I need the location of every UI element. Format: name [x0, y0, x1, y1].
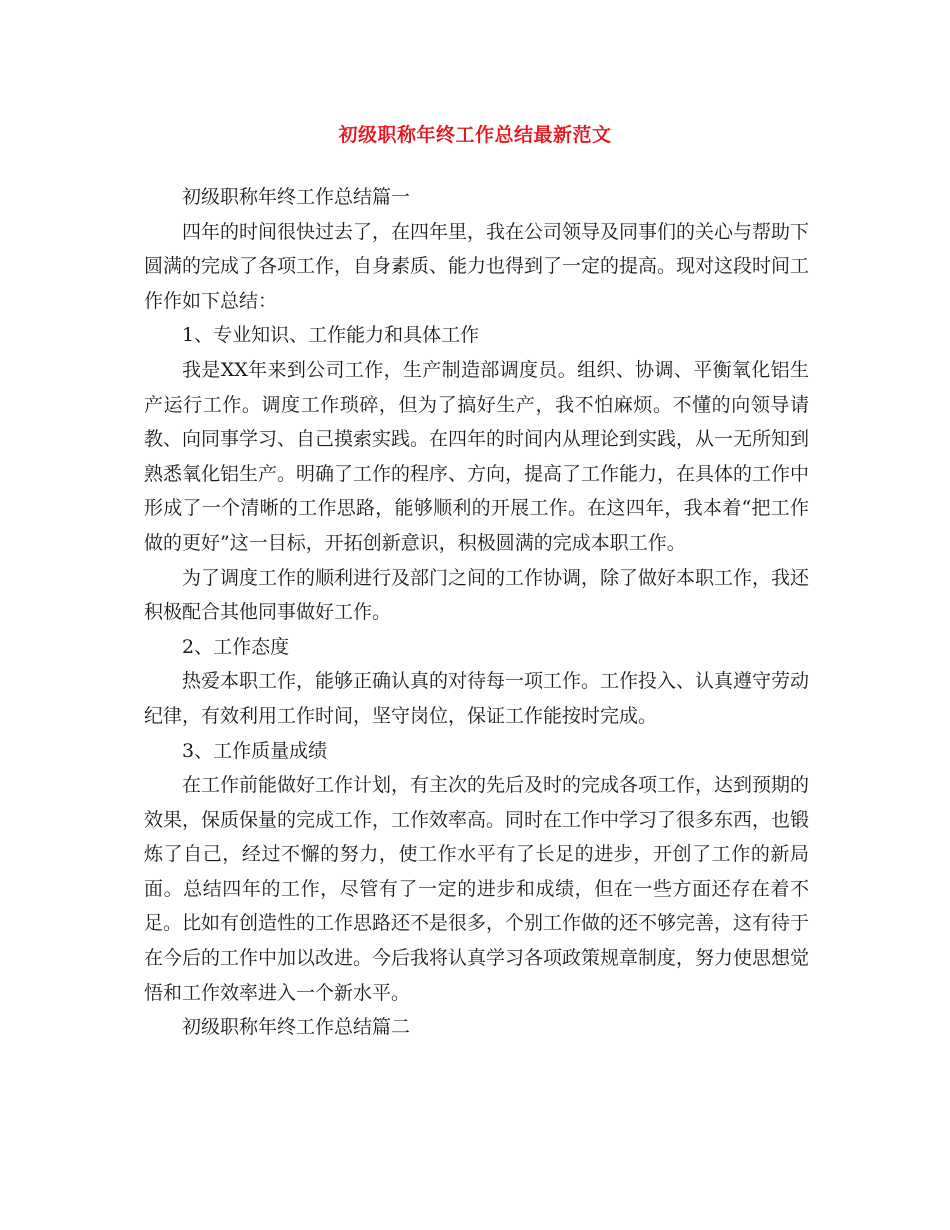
subheading-work-attitude: 2、工作态度	[182, 635, 290, 658]
paragraph-work-quality: 在工作前能做好工作计划，有主次的先后及时的完成各项工作，达到预期的效果，保质保量的完成工作，工作效率高。同时在工作中学习了很多东西，也锻炼了自己，经过不懈的努力，使工作水平有了长足的进步，开创了工作的新局面。总结四年的工作，尽管有了一定的进步和成绩，但在一些方面还存在着不足。比如有创造性的工作思路还不是很多，个别工作做的还不够完善，这有待于在今后的工作中加以改进。今后我将认真学习各项政策规章制度，努力使思想觉悟和工作效率进入一个新水平。	[144, 774, 810, 1004]
section-heading-part-two: 初级职称年终工作总结篇二	[182, 1016, 411, 1039]
subheading-work-quality: 3、工作质量成绩	[182, 739, 328, 762]
section-heading-part-one: 初级职称年终工作总结篇一	[182, 186, 411, 208]
document-title: 初级职称年终工作总结最新范文	[338, 124, 612, 146]
intro-paragraph: 四年的时间很快过去了，在四年里，我在公司领导及同事们的关心与帮助下圆满的完成了各项工作，自身素质、能力也得到了一定的提高。现对这段时间工作作如下总结：	[144, 220, 810, 312]
paragraph-coordination: 为了调度工作的顺利进行及部门之间的工作协调，除了做好本职工作，我还积极配合其他同事做好工作。	[144, 566, 810, 624]
paragraph-dispatch-work: 我是XX年来到公司工作，生产制造部调度员。组织、协调、平衡氧化铝生产运行工作。调度工作琐碎，但为了搞好生产，我不怕麻烦。不懂的向领导请教、向同事学习、自己摸索实践。在四年的时间内从理论到实践，从一无所知到熟悉氧化铝生产。明确了工作的程序、方向，提高了工作能力，在具体的工作中形成了一个清晰的工作思路，能够顺利的开展工作。在这四年，我本着“把工作做的更好”这一目标，开拓创新意识，积极圆满的完成本职工作。	[144, 358, 810, 554]
paragraph-work-attitude: 热爱本职工作，能够正确认真的对待每一项工作。工作投入、认真遵守劳动纪律，有效利用工作时间，坚守岗位，保证工作能按时完成。	[144, 670, 810, 727]
document-body	[144, 165, 809, 1045]
subheading-professional-knowledge: 1、专业知识、工作能力和具体工作	[182, 324, 480, 347]
